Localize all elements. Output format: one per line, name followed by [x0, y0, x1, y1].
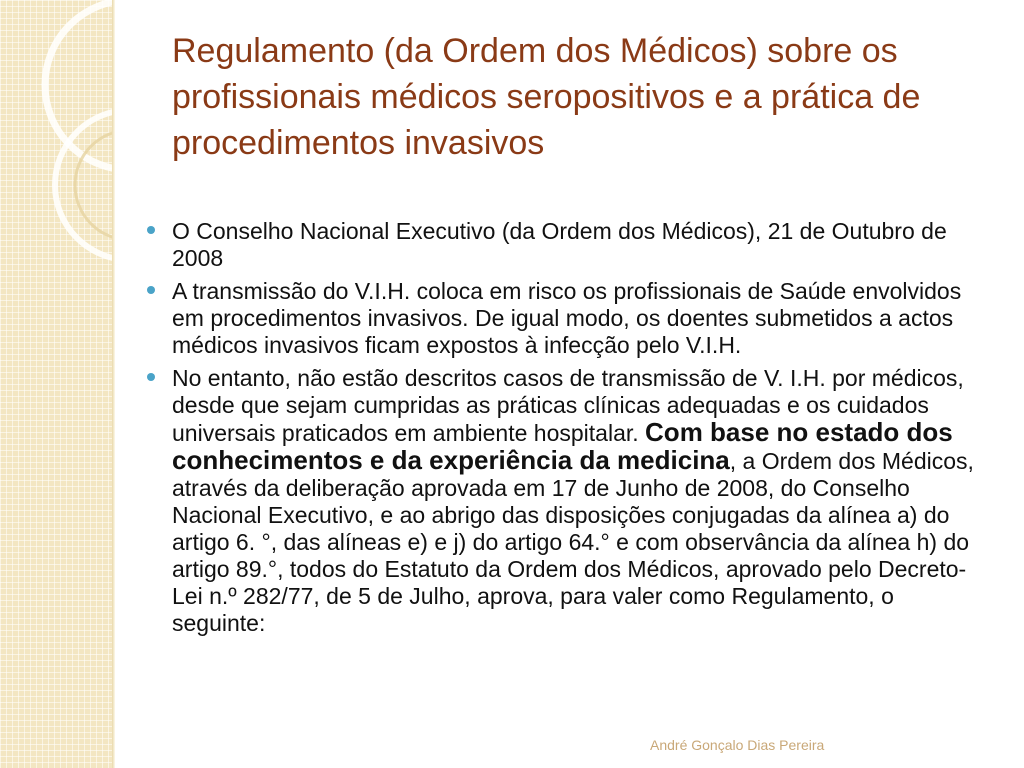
side-panel-edge [112, 0, 115, 768]
decorative-side-panel [0, 0, 112, 768]
decorative-circles [0, 0, 112, 768]
bullet-text: O Conselho Nacional Executivo (da Ordem dos Médicos), 21 de Outubro de 2008 [172, 218, 947, 271]
bullet-text: No entanto, não estão descritos casos de transmissão de V. I.H. por médicos, desde que sejam cumpridas as práticas clínicas adequadas e os cuidados universais praticados em ambiente hospitalar. [172, 365, 964, 446]
bullet-emphasis-text: Com base no estado dos conhecimentos e da experiência da medicina [172, 417, 953, 475]
bullet-item [172, 218, 982, 272]
bullet-item [172, 365, 982, 637]
bullet-item [172, 278, 982, 359]
bullet-text: A transmissão do V.I.H. coloca em risco os profissionais de Saúde envolvidos em procedimentos invasivos. De igual modo, os doentes submetidos a actos médicos invasivos ficam expostos à infecção pelo V.I.H. [172, 278, 962, 358]
footer-author: André Gonçalo Dias Pereira [650, 737, 825, 753]
slide-title: Regulamento (da Ordem dos Médicos) sobre os profissionais médicos seropositivos e a prática de procedimentos invasivos [172, 32, 921, 162]
bullet-text-continued: , a Ordem dos Médicos, através da deliberação aprovada em 17 de Junho de 2008, do Conselho Nacional Executivo, e ao abrigo das disposições conjugadas da alínea a) do artigo 6. °, das alíneas e) e j) do artigo 64.° e com observância da alínea h) do artigo 89.°, todos do Estatuto da Ordem dos Médicos, aprovado pelo Decreto-Lei n.º 282/77, de 5 de Julho, aprova, para valer como Regulamento, o seguinte: [172, 448, 974, 636]
slide-content [172, 218, 982, 643]
